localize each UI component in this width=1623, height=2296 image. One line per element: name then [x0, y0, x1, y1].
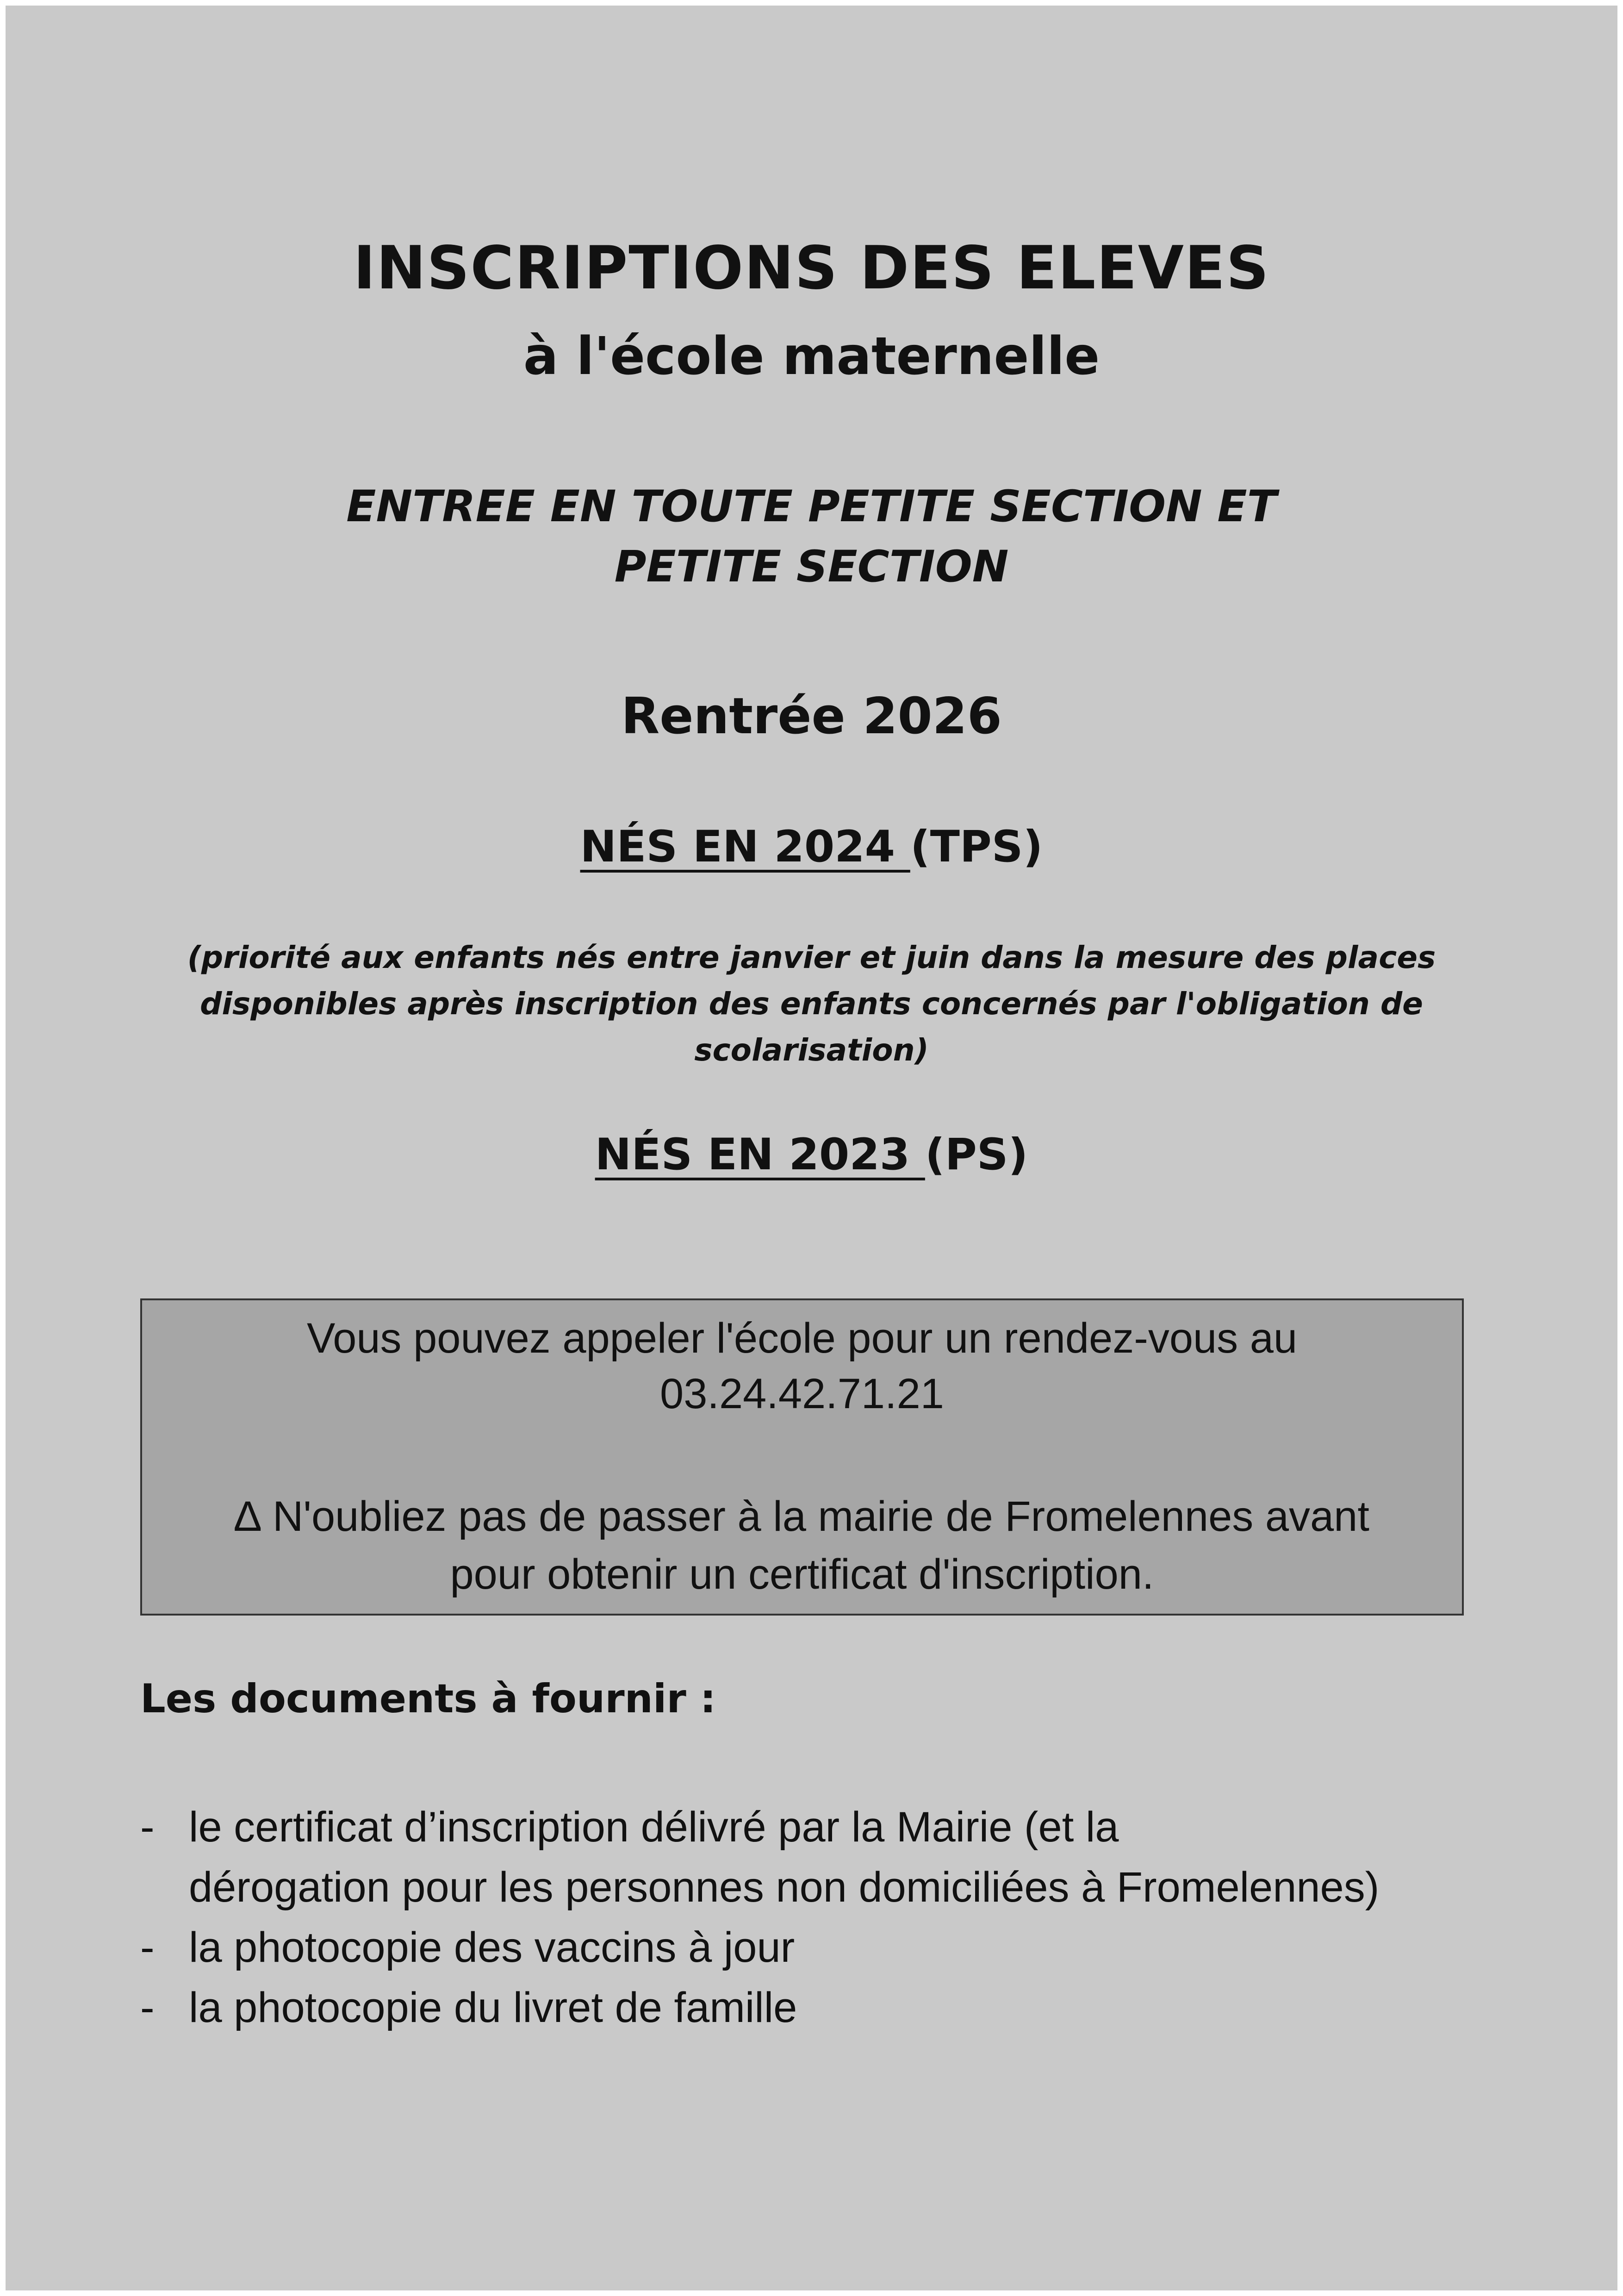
warning-text-line-1: ∆ N'oubliez pas de passer à la mairie de Fromelennes avant	[235, 1493, 1369, 1540]
list-dash: -	[140, 1984, 155, 2031]
document-item-text: dérogation pour les personnes non domiciliées à Fromelennes)	[189, 1864, 1380, 1911]
page-title: INSCRIPTIONS DES ELEVES	[353, 234, 1270, 303]
document-item	[140, 1923, 795, 1972]
priority-note-line-2: disponibles après inscription des enfants concernés par l'obligation de	[200, 986, 1423, 1022]
warning-text-line-2: pour obtenir un certificat d'inscription.	[450, 1551, 1154, 1598]
contact-phone-number: 03.24.42.71.21	[660, 1370, 944, 1417]
page-subtitle: à l'école maternelle	[523, 326, 1100, 387]
school-year: Rentrée 2026	[621, 687, 1002, 745]
section-heading-line-2: PETITE SECTION	[614, 542, 1009, 592]
documents-heading: Les documents à fournir :	[140, 1676, 716, 1722]
document-item	[140, 1984, 797, 2032]
born-2023-heading	[0, 1129, 1623, 1180]
born-2024-class: (TPS)	[910, 822, 1043, 872]
document-item	[140, 1803, 1119, 1852]
list-dash: -	[140, 1924, 155, 1971]
born-2024-heading	[0, 822, 1623, 872]
born-2023-class: (PS)	[925, 1129, 1028, 1180]
priority-note-line-1: (priorité aux enfants nés entre janvier et juin dans la mesure des places	[187, 940, 1436, 975]
priority-note-line-3: scolarisation)	[694, 1032, 929, 1068]
list-dash: -	[140, 1803, 155, 1851]
document-item-text: le certificat d’inscription délivré par la Mairie (et la	[189, 1803, 1119, 1851]
document-item-text: la photocopie du livret de famille	[189, 1984, 797, 2031]
born-2024-label: NÉS EN 2024	[580, 822, 910, 872]
born-2023-label: NÉS EN 2023	[595, 1129, 925, 1180]
contact-box	[140, 1298, 1464, 1616]
contact-call-text: Vous pouvez appeler l'école pour un rendez-vous au	[306, 1315, 1298, 1362]
document-item-text: la photocopie des vaccins à jour	[189, 1924, 795, 1971]
section-heading-line-1: ENTREE EN TOUTE PETITE SECTION ET	[346, 481, 1277, 532]
document-item-continuation	[140, 1863, 1379, 1912]
